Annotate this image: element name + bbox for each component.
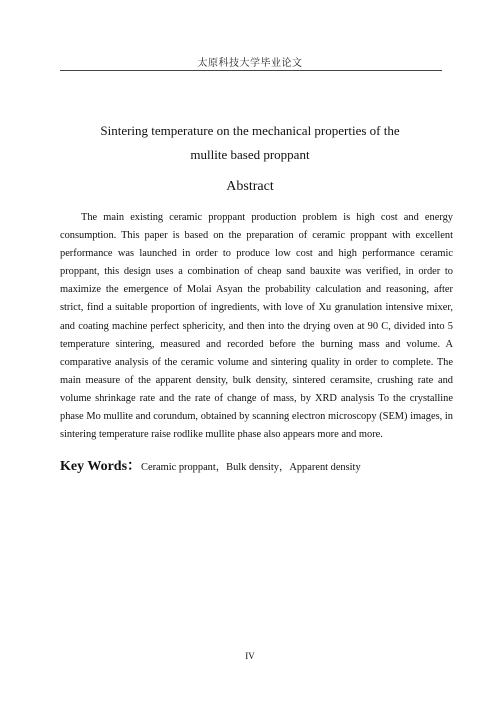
keywords-label: Key Words： bbox=[60, 459, 142, 474]
running-header: 太原科技大学毕业论文 bbox=[197, 58, 303, 69]
abstract-body: The main existing ceramic proppant production problem is high cost and energy consumption. This paper is based on the preparation of ceramic proppant with excellent performance was launched in order to produce low cost and high performance ceramic proppant, this design uses a combination of cheap sand bauxite was verified, in order to maximize the emergence of Molai Asyan the probability calculation and reasoning, after strict, find a suitable proportion of ingredients, with love of Xu granulation intensive mixer, and coating machine perfect sphericity, and then into the drying oven at 90 C, divided into 5 temperature sintering, measured and recorded before the burning mass and volume. A comparative analysis of the ceramic volume and sintering quality in order to complete. The main measure of the apparent density, bulk density, sintered ceramsite, crushing rate and volume shrinkage rate and the rate of change of mass, by XRD analysis To the crystalline phase Mo mullite and corundum, obtained by scanning electron microscopy (SEM) images, in sintering temperature raise rodlike mullite phase also appears more and more. bbox=[60, 212, 453, 441]
header-divider bbox=[60, 70, 442, 71]
keywords-line bbox=[60, 455, 460, 475]
paper-title-line-2: mullite based proppant bbox=[190, 147, 310, 162]
keywords-text: Ceramic proppant，Bulk density，Apparent density bbox=[141, 462, 361, 473]
page-number: IV bbox=[245, 651, 255, 661]
paper-title-line-1: Sintering temperature on the mechanical properties of the bbox=[100, 123, 400, 138]
paper-title bbox=[0, 119, 500, 167]
abstract-heading: Abstract bbox=[226, 179, 274, 194]
